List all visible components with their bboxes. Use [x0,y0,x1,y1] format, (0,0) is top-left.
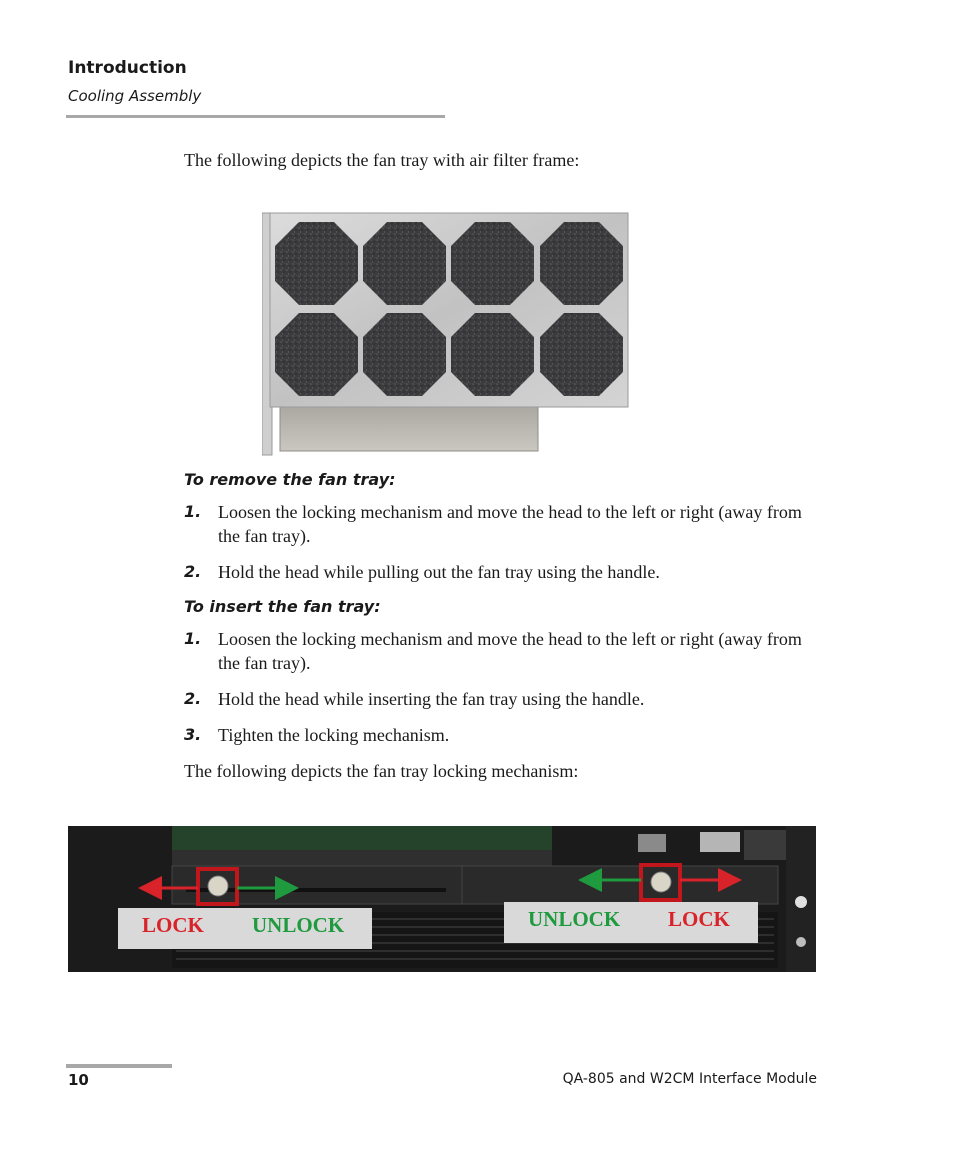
fan-tray-photo [262,209,634,457]
step-text: Tighten the locking mechanism. [218,725,450,745]
right-lock-label: LOCK [668,907,730,931]
step-text: Loosen the locking mechanism and move the head to the left or right (away from the fan tray). [218,502,802,546]
left-unlock-label: UNLOCK [252,913,345,937]
insert-procedure-title: To insert the fan tray: [184,597,381,616]
locking-mechanism-intro-text: The following depicts the fan tray locking mechanism: [184,761,579,781]
right-unlock-label: UNLOCK [528,907,621,931]
step-number: 3. [184,725,202,744]
header-divider [66,115,445,118]
step-text: Loosen the locking mechanism and move the head to the left or right (away from the fan tray). [218,629,802,673]
page-number: 10 [68,1071,89,1089]
chassis-illustration [68,820,816,972]
step-number: 2. [184,689,202,708]
left-lock-label: LOCK [142,913,204,937]
footer-divider [66,1064,172,1068]
step-number: 1. [184,502,202,521]
step-number: 1. [184,629,202,648]
section-title: Cooling Assembly [68,87,202,105]
step-text: Hold the head while pulling out the fan tray using the handle. [218,562,660,582]
document-title: QA-805 and W2CM Interface Module [562,1071,817,1087]
fan-tray-intro-text: The following depicts the fan tray with air filter frame: [184,150,580,170]
step-text: Hold the head while inserting the fan tray using the handle. [218,689,645,709]
locking-mechanism-photo [68,820,816,972]
chapter-title: Introduction [68,58,187,78]
step-number: 2. [184,562,202,581]
remove-procedure-title: To remove the fan tray: [184,470,396,489]
